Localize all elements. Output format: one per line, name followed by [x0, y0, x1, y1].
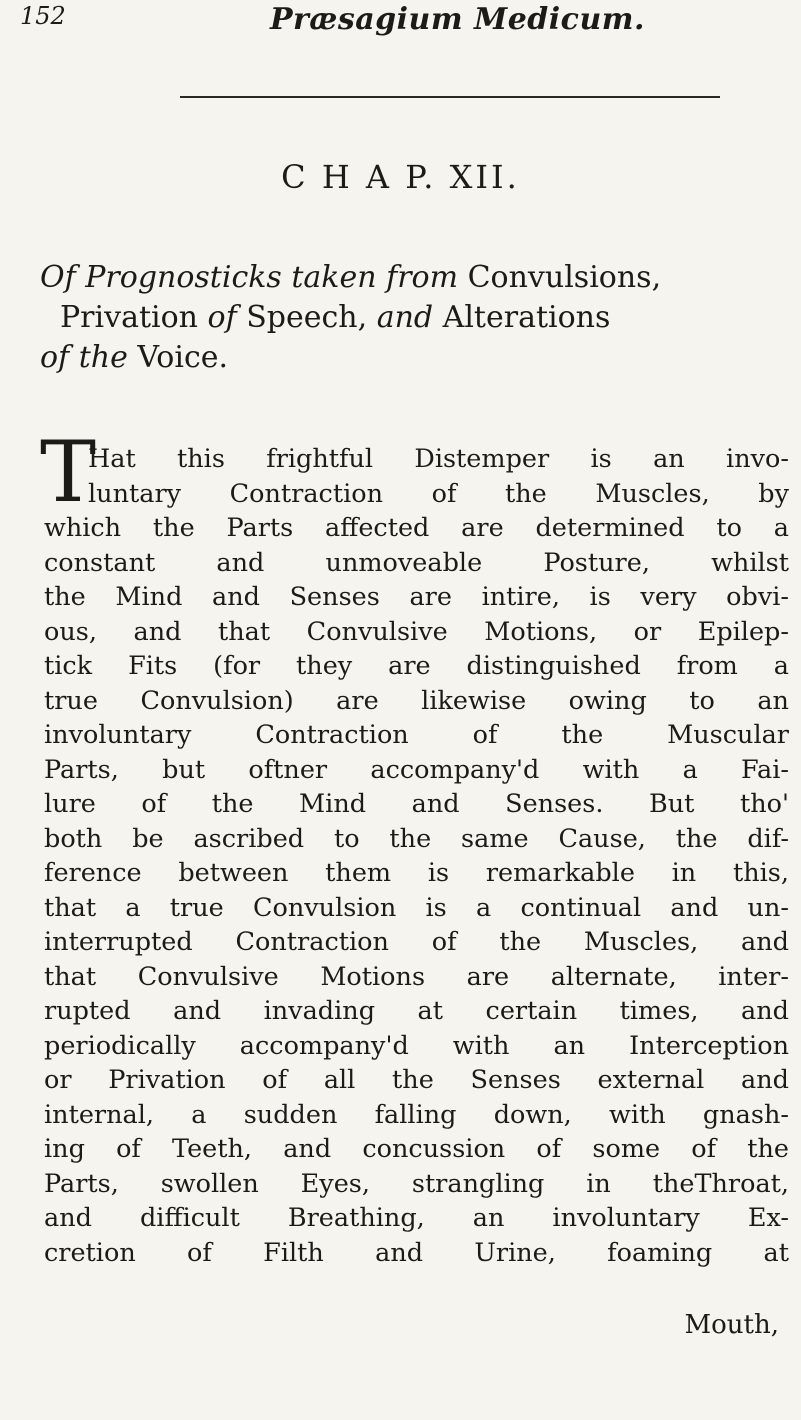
running-head: [0, 2, 801, 42]
text-line: Parts, but oftner accompany'd with a Fai-: [44, 754, 789, 785]
text-line: Hat this frightful Distemper is an invo-: [88, 444, 789, 474]
text-line: luntary Contraction of the Muscles, by: [88, 478, 789, 509]
text-line: the Mind and Senses are intire, is very obvi-: [44, 582, 789, 612]
chapter-title-line: Privation of Speech, and Alterations: [60, 300, 611, 335]
text-line: cretion of Filth and Urine, foaming at: [44, 1237, 789, 1268]
text-line: internal, a sudden falling down, with gnash-: [44, 1099, 789, 1130]
text-line: rupted and invading at certain times, and: [44, 996, 789, 1026]
text-line: ing of Teeth, and concussion of some of the: [44, 1134, 789, 1164]
text-line: lure of the Mind and Senses. But tho': [44, 789, 789, 819]
page-number: 152: [20, 2, 66, 30]
text-line: which the Parts affected are determined to a: [44, 513, 789, 543]
chapter-heading: C H A P. XII.: [281, 158, 520, 196]
text-line: ference between them is remarkable in this,: [44, 858, 789, 888]
text-line: constant and unmoveable Posture, whilst: [44, 547, 789, 578]
chapter-title-line: of the Voice.: [40, 340, 229, 375]
header-rule: [180, 96, 720, 98]
drop-cap: T: [40, 423, 97, 521]
text-line: tick Fits (for they are distinguished from a: [44, 651, 789, 681]
catchword: Mouth,: [684, 1310, 779, 1340]
text-line: Parts, swollen Eyes, strangling in theThroat,: [44, 1168, 789, 1199]
running-title: Præsagium Medicum.: [270, 2, 645, 37]
text-line: ous, and that Convulsive Motions, or Epilep-: [44, 616, 789, 647]
text-line: true Convulsion) are likewise owing to an: [44, 685, 789, 716]
text-line: periodically accompany'd with an Interception: [44, 1030, 789, 1061]
chapter-title-line: Of Prognosticks taken from Convulsions,: [40, 260, 662, 295]
text-line: both be ascribed to the same Cause, the dif-: [44, 823, 789, 854]
text-line: interrupted Contraction of the Muscles, and: [44, 927, 789, 957]
text-line: that Convulsive Motions are alternate, inter-: [44, 961, 789, 992]
text-line: involuntary Contraction of the Muscular: [44, 720, 789, 750]
text-line: that a true Convulsion is a continual and un-: [44, 892, 789, 923]
text-line: and difficult Breathing, an involuntary Ex-: [44, 1203, 789, 1233]
chapter-title: [40, 258, 780, 378]
body-text: [44, 442, 789, 1270]
text-line: or Privation of all the Senses external and: [44, 1065, 789, 1095]
